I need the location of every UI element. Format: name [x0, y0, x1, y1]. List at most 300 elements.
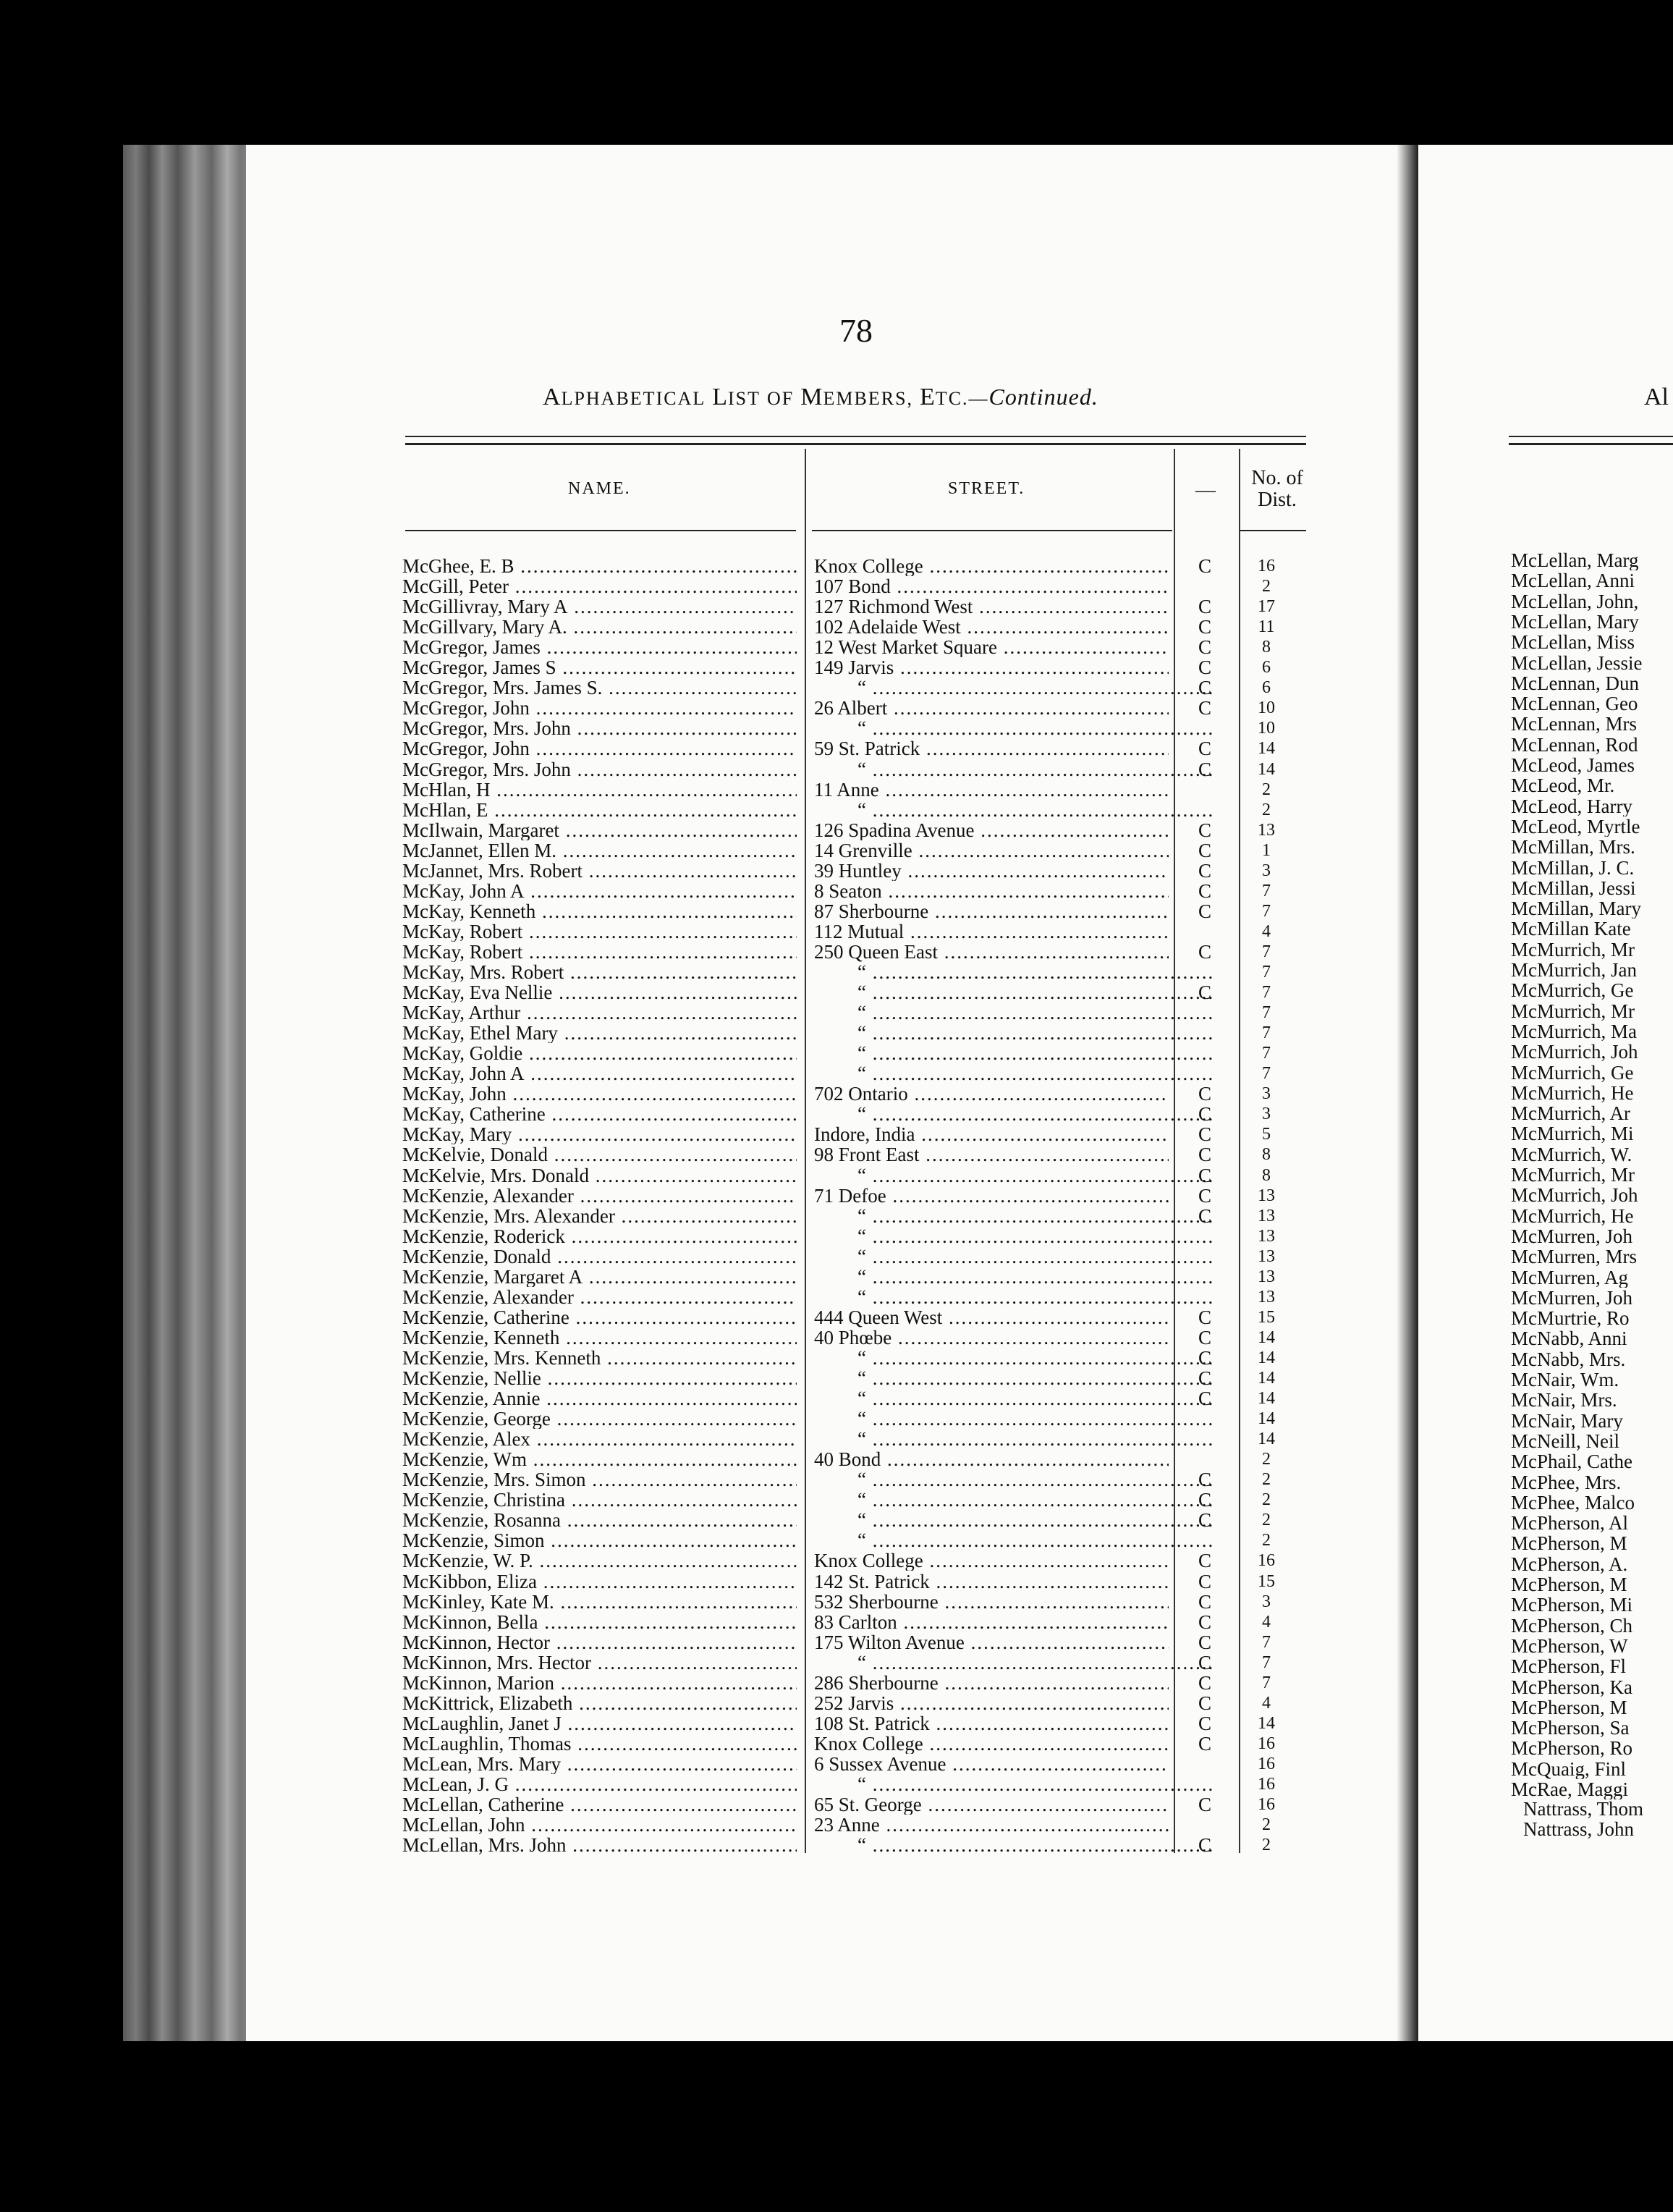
member-street: “ ..... [814, 1490, 1212, 1510]
right-list-item: McNair, Wm. [1511, 1369, 1619, 1390]
right-list-item: McMurrich, Mr [1511, 939, 1635, 960]
table-row [0, 1530, 1375, 1550]
member-district: 2 [1262, 1470, 1271, 1490]
member-mark: C [1198, 657, 1211, 679]
member-district: 14 [1258, 1389, 1275, 1409]
table-row [0, 637, 1375, 657]
member-name: McKenzie, Alexander ..... [402, 1287, 797, 1307]
member-district: 1 [1262, 840, 1271, 860]
member-street: 102 Adelaide West ..... [814, 617, 1169, 637]
member-name: McLaughlin, Janet J ..... [402, 1713, 797, 1734]
member-district: 16 [1258, 1754, 1275, 1773]
table-row [0, 1693, 1375, 1713]
member-street: 59 St. Patrick ..... [814, 738, 1169, 759]
member-mark: C [1198, 1611, 1211, 1633]
member-district: 13 [1258, 1267, 1275, 1286]
member-name: McKenzie, Alexander ..... [402, 1186, 797, 1206]
member-district: 3 [1262, 1592, 1271, 1611]
member-name: McKay, John A ..... [402, 1063, 797, 1084]
member-name: McKay, Mrs. Robert ..... [402, 962, 797, 982]
member-name: McGill, Peter ..... [402, 576, 797, 596]
right-list-item: McLennan, Mrs [1511, 714, 1637, 735]
member-district: 13 [1258, 1186, 1275, 1205]
right-list-item: McMillan, J. C. [1511, 857, 1635, 878]
table-row [0, 1002, 1375, 1023]
member-street: 126 Spadina Avenue ..... [814, 820, 1169, 840]
right-list-item: McLeod, Harry [1511, 795, 1632, 816]
table-row [0, 1794, 1375, 1815]
right-list-item: McMurrich, He [1511, 1205, 1634, 1226]
right-list-item: McMurrich, Jan [1511, 960, 1637, 980]
book-gutter [1397, 145, 1418, 2041]
member-name: McKay, Arthur ..... [402, 1002, 797, 1023]
member-district: 7 [1262, 1044, 1271, 1063]
column-header-dist [1241, 468, 1313, 511]
right-top-rule [1509, 443, 1673, 445]
right-list-item: McPherson, Ch [1511, 1615, 1632, 1636]
member-mark: C [1198, 1712, 1211, 1734]
table-row [0, 1550, 1375, 1571]
header-rule [405, 530, 796, 531]
table-row [0, 1815, 1375, 1835]
member-district: 17 [1258, 597, 1275, 617]
member-street: “ ..... [814, 1388, 1212, 1409]
member-district: 2 [1262, 1836, 1271, 1855]
member-district: 4 [1262, 1612, 1271, 1631]
member-name: McKenzie, George ..... [402, 1409, 797, 1429]
member-mark: C [1198, 616, 1211, 638]
member-street: 40 Bond ..... [814, 1449, 1169, 1469]
member-name: McKelvie, Mrs. Donald ..... [402, 1165, 797, 1186]
table-row [0, 1084, 1375, 1104]
member-mark: C [1198, 1103, 1211, 1126]
right-list-item: McMurrich, Ma [1511, 1021, 1637, 1042]
member-district: 8 [1262, 638, 1271, 657]
table-row [0, 780, 1375, 800]
table-row [0, 657, 1375, 677]
member-district: 14 [1258, 739, 1275, 759]
header-rule [1239, 530, 1306, 531]
member-mark: C [1198, 1794, 1211, 1816]
member-street: 87 Sherbourne ..... [814, 901, 1169, 921]
table-row [0, 881, 1375, 901]
right-list-item: McNair, Mary [1511, 1410, 1623, 1431]
right-list-item: McMurrich, Mr [1511, 1000, 1635, 1021]
member-district: 11 [1258, 617, 1275, 637]
member-street: 12 West Market Square ..... [814, 637, 1169, 657]
member-name: McKenzie, Roderick ..... [402, 1226, 797, 1246]
member-street: 8 Seaton ..... [814, 881, 1169, 901]
table-row [0, 942, 1375, 962]
member-name: McLellan, John ..... [402, 1815, 797, 1835]
table-row [0, 1327, 1375, 1348]
member-district: 13 [1258, 1246, 1275, 1266]
table-row [0, 962, 1375, 982]
member-name: McKenzie, Kenneth ..... [402, 1327, 797, 1348]
member-street: Knox College ..... [814, 556, 1169, 576]
member-street: 26 Albert ..... [814, 698, 1169, 718]
table-row [0, 1409, 1375, 1429]
column-header-name: NAME. [568, 479, 631, 498]
table-row [0, 1469, 1375, 1490]
right-list-item: McMurren, Joh [1511, 1287, 1632, 1308]
table-row [0, 820, 1375, 840]
member-mark: C [1198, 1144, 1211, 1166]
member-name: McKay, Mary ..... [402, 1124, 797, 1144]
right-list-item: Nattrass, Thom [1523, 1799, 1643, 1819]
right-list-item: McMillan, Mary [1511, 898, 1641, 919]
column-header-mark: — [1195, 479, 1217, 502]
right-list-item: McPherson, M [1511, 1533, 1627, 1554]
member-name: McGregor, John ..... [402, 698, 797, 718]
table-row [0, 1186, 1375, 1206]
table-row [0, 617, 1375, 637]
table-row [0, 576, 1375, 596]
member-street: Knox College ..... [814, 1734, 1169, 1754]
member-name: McLaughlin, Thomas ..... [402, 1734, 797, 1754]
member-mark: C [1198, 1651, 1211, 1673]
right-page-heading: Al [1644, 384, 1669, 410]
member-mark: C [1198, 1306, 1211, 1328]
member-street: 39 Huntley ..... [814, 861, 1169, 881]
member-district: 14 [1258, 1430, 1275, 1449]
member-name: McKenzie, Annie ..... [402, 1388, 797, 1409]
table-row [0, 982, 1375, 1002]
member-name: McHlan, E ..... [402, 800, 797, 820]
right-list-item: McLeod, Mr. [1511, 775, 1615, 796]
member-district: 7 [1262, 963, 1271, 982]
member-district: 7 [1262, 1003, 1271, 1023]
member-street: 107 Bond ..... [814, 576, 1169, 596]
table-row [0, 1023, 1375, 1043]
member-street: 112 Mutual ..... [814, 921, 1169, 942]
table-row [0, 1144, 1375, 1165]
member-district: 6 [1262, 658, 1271, 677]
page-number: 78 [839, 312, 873, 349]
member-name: McKay, Eva Nellie ..... [402, 982, 797, 1002]
member-name: McHlan, H ..... [402, 780, 797, 800]
member-street: 250 Queen East ..... [814, 942, 1169, 962]
member-mark: C [1198, 1326, 1211, 1348]
member-mark: C [1198, 982, 1211, 1004]
member-mark: C [1198, 1123, 1211, 1146]
member-mark: C [1198, 879, 1211, 902]
member-district: 14 [1258, 1369, 1275, 1388]
right-list-item: McRae, Maggi [1511, 1779, 1628, 1799]
member-street: 252 Jarvis ..... [814, 1693, 1169, 1713]
member-district: 15 [1258, 1307, 1275, 1327]
right-list-item: McMurrich, He [1511, 1082, 1634, 1103]
right-list-item: McMurren, Joh [1511, 1225, 1632, 1246]
table-row [0, 1267, 1375, 1287]
member-district: 10 [1258, 719, 1275, 738]
member-street: 286 Sherbourne ..... [814, 1673, 1169, 1693]
member-name: McKay, Robert ..... [402, 942, 797, 962]
table-row [0, 1612, 1375, 1632]
table-row [0, 596, 1375, 617]
table-row [0, 738, 1375, 759]
member-mark: C [1198, 555, 1211, 577]
member-street: Indore, India ..... [814, 1124, 1169, 1144]
member-name: McGregor, James ..... [402, 637, 797, 657]
right-list-item: McMillan, Mrs. [1511, 837, 1635, 858]
column-header-dist-line2: Dist. [1258, 489, 1297, 511]
member-district: 8 [1262, 1165, 1271, 1185]
right-list-item: McMurrich, Joh [1511, 1042, 1638, 1063]
right-list-item: McLellan, Jessie [1511, 652, 1643, 673]
member-mark: C [1198, 1509, 1211, 1532]
member-street: 6 Sussex Avenue ..... [814, 1754, 1169, 1774]
member-district: 14 [1258, 1713, 1275, 1733]
right-list-item: McMurrich, Ge [1511, 1062, 1634, 1083]
right-list-item: McMillan Kate [1511, 919, 1631, 940]
table-row [0, 556, 1375, 576]
member-district: 2 [1262, 800, 1271, 819]
right-list-item: McPherson, A. [1511, 1553, 1628, 1574]
member-name: McLellan, Catherine ..... [402, 1794, 797, 1815]
member-street: “ ..... [814, 1165, 1212, 1186]
member-name: McKenzie, Margaret A ..... [402, 1267, 797, 1287]
member-district: 7 [1262, 881, 1271, 900]
member-name: McGregor, James S ..... [402, 657, 797, 677]
table-row [0, 1754, 1375, 1774]
member-street: 108 St. Patrick ..... [814, 1713, 1169, 1734]
member-district: 13 [1258, 820, 1275, 840]
member-mark: C [1198, 940, 1211, 963]
member-mark: C [1198, 1732, 1211, 1755]
member-mark: C [1198, 1469, 1211, 1491]
member-name: McKittrick, Elizabeth ..... [402, 1693, 797, 1713]
member-name: McKenzie, Donald ..... [402, 1246, 797, 1267]
member-name: McKibbon, Eliza ..... [402, 1571, 797, 1592]
member-mark: C [1198, 636, 1211, 659]
member-street: “ ..... [814, 1368, 1212, 1388]
column-header-dist-line1: No. of [1251, 467, 1303, 489]
page-heading: ALPHABETICAL LIST OF MEMBERS, ETC.—Continued. [543, 384, 1098, 410]
member-street: “ ..... [814, 1287, 1212, 1307]
member-district: 16 [1258, 1734, 1275, 1753]
right-list-item: McPhail, Cathe [1511, 1451, 1632, 1472]
right-list-item: McMurren, Ag [1511, 1267, 1628, 1288]
member-name: McGhee, E. B ..... [402, 556, 797, 576]
member-district: 7 [1262, 1673, 1271, 1692]
table-row [0, 718, 1375, 738]
right-list-item: McPhee, Malco [1511, 1492, 1635, 1513]
table-row [0, 1388, 1375, 1409]
member-district: 16 [1258, 557, 1275, 575]
member-name: McKenzie, W. P. ..... [402, 1550, 797, 1571]
member-street: “ ..... [814, 1226, 1212, 1246]
right-top-rule [1509, 436, 1673, 437]
member-street: “ ..... [814, 759, 1212, 780]
member-name: McKay, Ethel Mary ..... [402, 1023, 797, 1043]
right-list-item: McLellan, Miss [1511, 632, 1635, 653]
member-district: 7 [1262, 1064, 1271, 1084]
table-row [0, 1307, 1375, 1327]
table-row [0, 1774, 1375, 1794]
member-district: 4 [1262, 1693, 1271, 1713]
table-row [0, 1449, 1375, 1469]
member-street: 702 Ontario ..... [814, 1084, 1169, 1104]
top-rule [405, 443, 1306, 445]
member-mark: C [1198, 677, 1211, 699]
member-street: “ ..... [814, 1469, 1212, 1490]
member-name: McLean, J. G ..... [402, 1774, 797, 1794]
member-district: 2 [1262, 577, 1271, 596]
member-street: “ ..... [814, 1652, 1212, 1673]
member-mark: C [1198, 1346, 1211, 1369]
table-row [0, 921, 1375, 942]
member-mark: C [1198, 839, 1211, 861]
member-name: McKenzie, Simon ..... [402, 1530, 797, 1550]
table-row [0, 1368, 1375, 1388]
member-name: McGillivray, Mary A ..... [402, 596, 797, 617]
table-row [0, 861, 1375, 881]
member-name: McKay, Goldie ..... [402, 1043, 797, 1063]
member-name: McKenzie, Christina ..... [402, 1490, 797, 1510]
right-list-item: McMurtrie, Ro [1511, 1308, 1630, 1329]
table-row [0, 800, 1375, 820]
member-name: McKenzie, Nellie ..... [402, 1368, 797, 1388]
member-street: 127 Richmond West ..... [814, 596, 1169, 617]
member-mark: C [1198, 900, 1211, 922]
table-row [0, 1226, 1375, 1246]
member-district: 3 [1262, 1084, 1271, 1104]
member-district: 7 [1262, 901, 1271, 921]
member-mark: C [1198, 1489, 1211, 1511]
table-row [0, 901, 1375, 921]
table-row [0, 1206, 1375, 1226]
right-list-item: McPherson, Al [1511, 1513, 1628, 1534]
member-district: 16 [1258, 1795, 1275, 1815]
member-name: McKinnon, Hector ..... [402, 1632, 797, 1652]
table-row [0, 1632, 1375, 1652]
member-name: McJannet, Ellen M. ..... [402, 840, 797, 861]
member-mark: C [1198, 1164, 1211, 1186]
member-street: “ ..... [814, 800, 1212, 820]
member-district: 3 [1262, 1105, 1271, 1124]
member-name: McKay, John A ..... [402, 881, 797, 901]
member-street: 149 Jarvis ..... [814, 657, 1169, 677]
right-list-item: McLellan, Marg [1511, 550, 1639, 570]
right-list-item: McLeod, Myrtle [1511, 816, 1640, 837]
right-list-item: McLennan, Dun [1511, 672, 1639, 693]
member-mark: C [1198, 1388, 1211, 1410]
member-street: Knox College ..... [814, 1550, 1169, 1571]
member-street: “ ..... [814, 1267, 1212, 1287]
member-street: 98 Front East ..... [814, 1144, 1169, 1165]
table-row [0, 1246, 1375, 1267]
member-mark: C [1198, 1671, 1211, 1694]
member-name: McJannet, Mrs. Robert ..... [402, 861, 797, 881]
member-street: “ ..... [814, 1246, 1212, 1267]
member-street: 11 Anne ..... [814, 780, 1169, 800]
member-name: McGregor, John ..... [402, 738, 797, 759]
member-district: 2 [1262, 780, 1271, 799]
member-district: 5 [1262, 1125, 1271, 1144]
member-name: McKenzie, Alex ..... [402, 1429, 797, 1449]
member-district: 2 [1262, 1511, 1271, 1530]
member-name: McKenzie, Mrs. Kenneth ..... [402, 1348, 797, 1368]
member-mark: C [1198, 819, 1211, 841]
member-street: 71 Defoe ..... [814, 1186, 1169, 1206]
member-street: “ ..... [814, 1023, 1212, 1043]
member-street: “ ..... [814, 982, 1212, 1002]
right-list-item: McMurrich, W. [1511, 1144, 1632, 1165]
member-street: “ ..... [814, 677, 1212, 698]
right-list-item: McPhee, Mrs. [1511, 1472, 1622, 1493]
right-list-item: McPherson, M [1511, 1697, 1627, 1718]
member-name: McIlwain, Margaret ..... [402, 820, 797, 840]
right-list-item: McPherson, Fl [1511, 1656, 1627, 1677]
member-mark: C [1198, 859, 1211, 882]
right-list-item: McMurrich, Ge [1511, 980, 1634, 1001]
member-street: 175 Wilton Avenue ..... [814, 1632, 1169, 1652]
member-district: 2 [1262, 1450, 1271, 1469]
member-street: 40 Phœbe ..... [814, 1327, 1169, 1348]
member-name: McKinnon, Marion ..... [402, 1673, 797, 1693]
member-district: 6 [1262, 678, 1271, 698]
table-row [0, 1124, 1375, 1144]
right-list-item: McMurrich, Joh [1511, 1185, 1638, 1206]
member-name: McKenzie, Rosanna ..... [402, 1510, 797, 1530]
right-list-item: McMurrich, Ar [1511, 1103, 1630, 1124]
table-row [0, 677, 1375, 698]
table-row [0, 759, 1375, 780]
table-row [0, 1348, 1375, 1368]
member-mark: C [1198, 1367, 1211, 1389]
member-name: McKenzie, Mrs. Simon ..... [402, 1469, 797, 1490]
member-street: “ ..... [814, 1530, 1212, 1550]
right-list-item: McPherson, W [1511, 1635, 1628, 1656]
member-district: 7 [1262, 1652, 1271, 1672]
right-list-item: McLeod, James [1511, 755, 1635, 775]
member-name: McKenzie, Catherine ..... [402, 1307, 797, 1327]
right-list-item: McNabb, Anni [1511, 1328, 1627, 1349]
table-row [0, 1713, 1375, 1734]
member-mark: C [1198, 1083, 1211, 1105]
member-street: 65 St. George ..... [814, 1794, 1169, 1815]
member-district: 14 [1258, 759, 1275, 779]
right-list-item: McPherson, M [1511, 1574, 1627, 1595]
table-row [0, 1652, 1375, 1673]
member-district: 4 [1262, 921, 1271, 941]
member-street: “ ..... [814, 1104, 1212, 1124]
right-list-item: McMurren, Mrs [1511, 1246, 1637, 1267]
member-district: 13 [1258, 1287, 1275, 1306]
right-list-item: McNair, Mrs. [1511, 1390, 1617, 1411]
member-mark: C [1198, 596, 1211, 618]
member-district: 15 [1258, 1571, 1275, 1591]
table-row [0, 1835, 1375, 1855]
member-district: 2 [1262, 1815, 1271, 1835]
member-district: 7 [1262, 983, 1271, 1002]
right-list-item: McQuaig, Finl [1511, 1758, 1626, 1779]
table-row [0, 1104, 1375, 1124]
right-list-item: McPherson, Sa [1511, 1718, 1630, 1739]
right-list-item: McPherson, Ka [1511, 1676, 1632, 1697]
member-name: McKay, John ..... [402, 1084, 797, 1104]
member-district: 14 [1258, 1409, 1275, 1429]
member-district: 14 [1258, 1348, 1275, 1367]
member-street: “ ..... [814, 1043, 1212, 1063]
member-street: “ ..... [814, 1409, 1212, 1429]
member-name: McKay, Kenneth ..... [402, 901, 797, 921]
right-list-item: McPherson, Ro [1511, 1738, 1632, 1759]
table-row [0, 1429, 1375, 1449]
table-row [0, 1510, 1375, 1530]
member-name: McLellan, Mrs. John ..... [402, 1835, 797, 1855]
